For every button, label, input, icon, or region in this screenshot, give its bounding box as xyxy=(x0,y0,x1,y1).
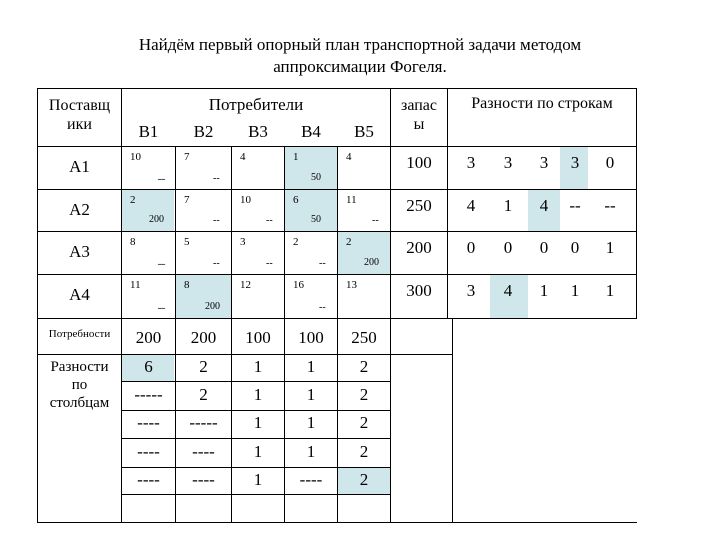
cost-cell: 10 xyxy=(240,194,251,206)
cost-cell: 2 xyxy=(130,194,136,206)
row-diff-cell: 0 xyxy=(539,238,549,257)
cost-cell: 11 xyxy=(346,194,357,206)
cost-cell: 7 xyxy=(184,194,190,206)
row-diff-cell: -- xyxy=(604,196,616,215)
header-col-b2: B2 xyxy=(193,122,214,141)
header-col-b5: B5 xyxy=(354,122,374,141)
row-diff-cell: 0 xyxy=(570,238,580,257)
cost-cell: 1 xyxy=(293,151,299,163)
cost-cell: 2 xyxy=(346,236,352,248)
alloc-cell: -- xyxy=(319,258,326,269)
col-diff-cell: 1 xyxy=(306,385,316,404)
title-line-1: Найдём первый опорный план транспортной задачи методом xyxy=(138,35,582,54)
title-line-2: аппроксимации Фогеля. xyxy=(273,57,447,76)
row-diff-cell: 3 xyxy=(466,153,476,172)
header-col-b1: B1 xyxy=(138,122,159,141)
alloc-cell: 50 xyxy=(311,214,321,225)
col-diff-cell: ---- xyxy=(137,470,160,489)
col-diff-cell: ---- xyxy=(299,470,323,489)
row-label-a2: A2 xyxy=(69,200,90,219)
alloc-cell: _ xyxy=(158,167,165,182)
row-diff-cell: 4 xyxy=(539,196,549,215)
demand-cell: 200 xyxy=(190,328,217,347)
cost-cell: 12 xyxy=(240,279,251,291)
alloc-cell: _ xyxy=(158,296,165,311)
alloc-cell: -- xyxy=(213,215,220,226)
col-diff-cell: 2 xyxy=(359,385,369,404)
col-diff-cell: 6 xyxy=(144,357,153,376)
col-diffs-label: Разности по столбцам xyxy=(49,359,110,411)
col-diff-cell: ----- xyxy=(134,385,163,404)
col-diff-cell: 2 xyxy=(199,385,208,404)
demand-label: Потребности xyxy=(48,328,111,340)
col-diff-cell: 2 xyxy=(359,357,369,376)
stock-cell: 250 xyxy=(406,196,432,215)
cost-cell: 4 xyxy=(240,151,246,163)
demand-cell: 100 xyxy=(245,328,271,347)
col-diff-cell: 1 xyxy=(253,470,263,489)
row-diff-cell: 1 xyxy=(539,281,549,300)
col-diff-cell: 1 xyxy=(306,413,316,432)
demand-cell: 100 xyxy=(298,328,324,347)
row-diff-cell: 3 xyxy=(503,153,513,172)
cost-cell: 6 xyxy=(293,194,299,206)
cost-cell: 3 xyxy=(240,236,246,248)
row-diff-cell: 4 xyxy=(466,196,476,215)
col-diff-cell: 2 xyxy=(359,442,369,461)
col-diff-cell: 1 xyxy=(306,357,316,376)
stock-cell: 100 xyxy=(406,153,432,172)
row-diff-cell: 3 xyxy=(570,153,580,172)
alloc-cell: -- xyxy=(266,258,273,269)
col-diff-cell: 2 xyxy=(359,470,369,489)
alloc-cell: -- xyxy=(213,258,220,269)
row-diff-cell: 0 xyxy=(605,153,615,172)
stock-cell: 300 xyxy=(406,281,432,300)
row-diff-cell: 1 xyxy=(503,196,513,215)
demand-cell: 200 xyxy=(135,328,162,347)
alloc-cell: -- xyxy=(213,173,220,184)
header-col-b3: B3 xyxy=(248,122,268,141)
row-diff-cell: 4 xyxy=(503,281,513,300)
col-diff-cell: 2 xyxy=(359,413,369,432)
row-diff-cell: 1 xyxy=(605,281,615,300)
col-diff-cell: 1 xyxy=(253,357,263,376)
alloc-cell: -- xyxy=(372,215,379,226)
row-label-a4: A4 xyxy=(69,285,90,304)
alloc-cell: 200 xyxy=(149,214,164,225)
stock-cell: 200 xyxy=(406,238,432,257)
row-label-a1: A1 xyxy=(69,157,90,176)
col-diff-cell: ---- xyxy=(192,470,215,489)
col-diff-cell: 1 xyxy=(253,442,263,461)
cost-cell: 8 xyxy=(130,236,136,248)
cost-cell: 16 xyxy=(293,279,304,291)
header-consumers: Потребители xyxy=(208,95,304,114)
cost-cell: 11 xyxy=(130,279,141,291)
row-diff-cell: 1 xyxy=(570,281,580,300)
header-stock: запас ы xyxy=(401,97,437,133)
row-diff-cell: 0 xyxy=(503,238,513,257)
alloc-cell: -- xyxy=(319,302,326,313)
row-diff-cell: 0 xyxy=(466,238,476,257)
col-diff-cell: ----- xyxy=(189,413,218,432)
cost-cell: 5 xyxy=(184,236,190,248)
row-diff-cell: 3 xyxy=(466,281,476,300)
row-diff-cell: -- xyxy=(569,196,581,215)
col-diff-cell: ---- xyxy=(137,413,160,432)
row-diff-cell: 3 xyxy=(539,153,549,172)
alloc-cell: 200 xyxy=(205,301,220,312)
col-diff-cell: 1 xyxy=(253,413,263,432)
cost-cell: 13 xyxy=(346,279,357,291)
cost-cell: 8 xyxy=(184,279,190,291)
col-diff-cell: ---- xyxy=(137,442,160,461)
cost-cell: 2 xyxy=(293,236,299,248)
alloc-cell: _ xyxy=(158,252,165,267)
cost-cell: 7 xyxy=(184,151,190,163)
row-diff-cell: 1 xyxy=(605,238,615,257)
header-suppliers: Поставщ ики xyxy=(48,97,111,133)
alloc-cell: 50 xyxy=(311,172,321,183)
col-diff-cell: ---- xyxy=(192,442,215,461)
row-label-a3: A3 xyxy=(69,242,90,261)
col-diff-cell: 1 xyxy=(253,385,263,404)
col-diff-cell: 1 xyxy=(306,442,316,461)
header-col-b4: B4 xyxy=(301,122,321,141)
cost-cell: 10 xyxy=(130,151,141,163)
col-diff-cell: 2 xyxy=(199,357,208,376)
cost-cell: 4 xyxy=(346,151,352,163)
page-title xyxy=(0,34,720,78)
header-row-diffs: Разности по строкам xyxy=(471,95,613,112)
demand-cell: 250 xyxy=(351,328,377,347)
alloc-cell: -- xyxy=(266,215,273,226)
alloc-cell: 200 xyxy=(364,257,379,268)
